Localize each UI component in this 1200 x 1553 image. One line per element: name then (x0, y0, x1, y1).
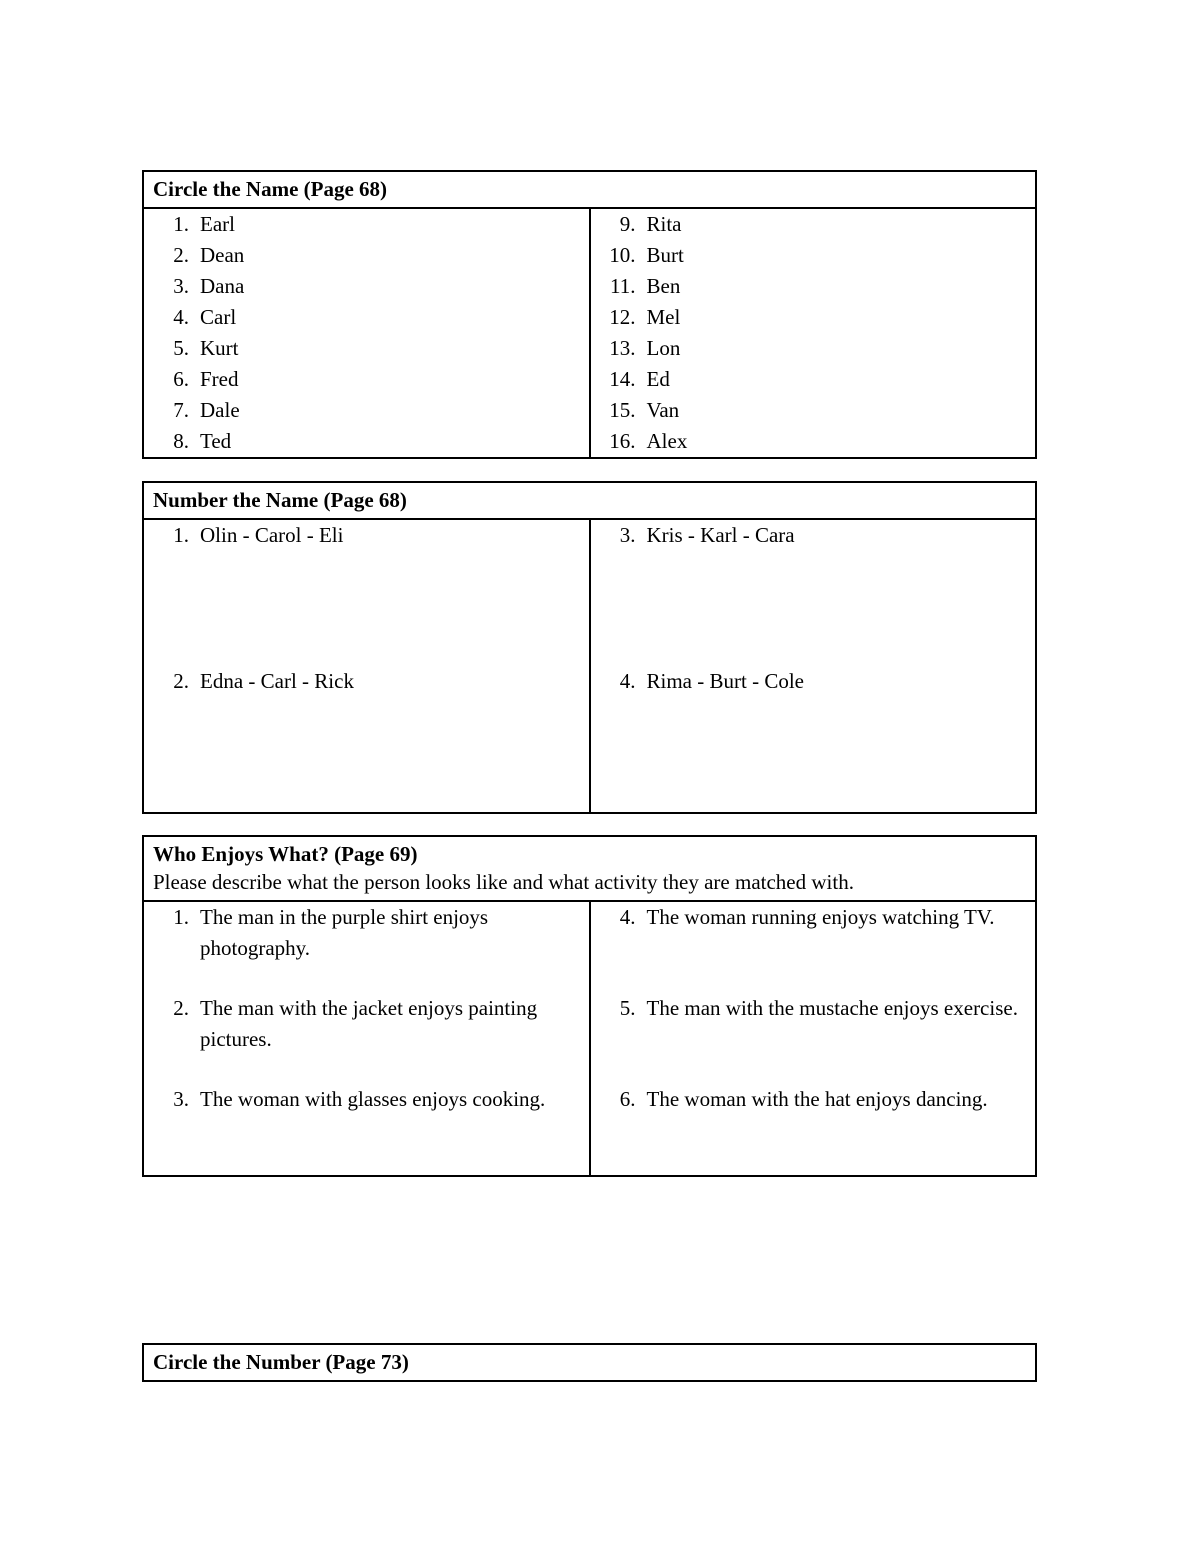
list-item (144, 209, 589, 240)
item-text: Edna - Carl - Rick (200, 669, 354, 693)
section-title: Number the Name (Page 68) (153, 488, 407, 512)
item-text: Ed (646, 367, 670, 391)
list-item (144, 302, 589, 333)
list-item (591, 333, 1036, 364)
list-item (144, 333, 589, 364)
item-text: Kris - Karl - Cara (646, 523, 795, 547)
item-text: Rita (646, 212, 682, 236)
item-text: The man with the mustache enjoys exercise. (646, 996, 1018, 1020)
item-number: 10. (609, 243, 636, 267)
list-item (591, 364, 1036, 395)
item-text: Dana (200, 274, 245, 298)
number-the-name-left-column (143, 519, 590, 813)
item-number: 16. (609, 429, 636, 453)
item-number: 3. (619, 523, 636, 547)
item-number: 11. (610, 274, 636, 298)
list-item (591, 426, 1036, 457)
list-item (144, 1084, 589, 1175)
list-item (591, 993, 1036, 1084)
item-number: 14. (609, 367, 636, 391)
item-text: Olin - Carol - Eli (200, 523, 344, 547)
item-number: 5. (173, 336, 189, 360)
item-number: 2. (173, 669, 189, 693)
list-item (591, 520, 1036, 666)
list-item (591, 1084, 1036, 1175)
list-item (144, 240, 589, 271)
item-number: 6. (173, 367, 189, 391)
circle-the-number-table (142, 1343, 1037, 1382)
item-number: 4. (619, 669, 636, 693)
item-number: 5. (619, 996, 636, 1020)
circle-the-name-header (143, 171, 1036, 208)
item-number: 7. (173, 398, 189, 422)
number-the-name-table (142, 481, 1037, 814)
item-text: Dale (200, 398, 240, 422)
item-number: 2. (173, 243, 189, 267)
section-title: Who Enjoys What? (Page 69) (153, 842, 418, 866)
item-number: 15. (609, 398, 636, 422)
circle-the-name-table (142, 170, 1037, 459)
number-the-name-header (143, 482, 1036, 519)
item-text: Earl (200, 212, 235, 236)
item-text: The man in the purple shirt enjoys photography. (200, 905, 489, 960)
list-item (144, 395, 589, 426)
item-number: 4. (619, 905, 636, 929)
list-item (144, 271, 589, 302)
item-number: 1. (173, 212, 189, 236)
circle-the-name-left-column (143, 208, 590, 458)
item-text: Dean (200, 243, 245, 267)
who-enjoys-what-table (142, 835, 1037, 1177)
item-text: The woman with the hat enjoys dancing. (646, 1087, 988, 1111)
item-text: The woman with glasses enjoys cooking. (200, 1087, 546, 1111)
list-item (591, 271, 1036, 302)
list-item (591, 302, 1036, 333)
circle-the-number-header (143, 1344, 1036, 1381)
section-instruction: Please describe what the person looks like and what activity they are matched with. (153, 870, 854, 894)
list-item (144, 666, 589, 812)
item-number: 2. (173, 996, 189, 1020)
item-text: The man with the jacket enjoys painting pictures. (200, 996, 538, 1051)
list-item (144, 520, 589, 666)
list-item (591, 209, 1036, 240)
number-the-name-right-column (590, 519, 1037, 813)
who-enjoys-what-right-column (590, 901, 1037, 1176)
item-text: Van (646, 398, 680, 422)
list-item (144, 364, 589, 395)
item-text: Rima - Burt - Cole (646, 669, 804, 693)
item-number: 8. (173, 429, 189, 453)
item-text: Lon (646, 336, 681, 360)
list-item (591, 240, 1036, 271)
item-text: Burt (646, 243, 684, 267)
item-number: 3. (173, 274, 189, 298)
section-title: Circle the Name (Page 68) (153, 177, 388, 201)
item-number: 13. (609, 336, 636, 360)
who-enjoys-what-header (143, 836, 1036, 901)
item-text: Kurt (200, 336, 239, 360)
item-number: 1. (173, 523, 189, 547)
item-text: The woman running enjoys watching TV. (646, 905, 995, 929)
item-text: Carl (200, 305, 237, 329)
list-item (591, 902, 1036, 993)
list-item (144, 993, 589, 1084)
item-text: Ben (646, 274, 681, 298)
item-text: Ted (200, 429, 232, 453)
item-number: 4. (173, 305, 189, 329)
item-number: 9. (619, 212, 636, 236)
item-number: 3. (173, 1087, 189, 1111)
item-number: 1. (173, 905, 189, 929)
list-item (144, 902, 589, 993)
section-title: Circle the Number (Page 73) (153, 1350, 409, 1374)
item-number: 6. (619, 1087, 636, 1111)
item-number: 12. (609, 305, 636, 329)
list-item (591, 666, 1036, 812)
circle-the-name-right-column (590, 208, 1037, 458)
who-enjoys-what-left-column (143, 901, 590, 1176)
item-text: Fred (200, 367, 239, 391)
item-text: Mel (646, 305, 681, 329)
list-item (144, 426, 589, 457)
item-text: Alex (646, 429, 688, 453)
list-item (591, 395, 1036, 426)
